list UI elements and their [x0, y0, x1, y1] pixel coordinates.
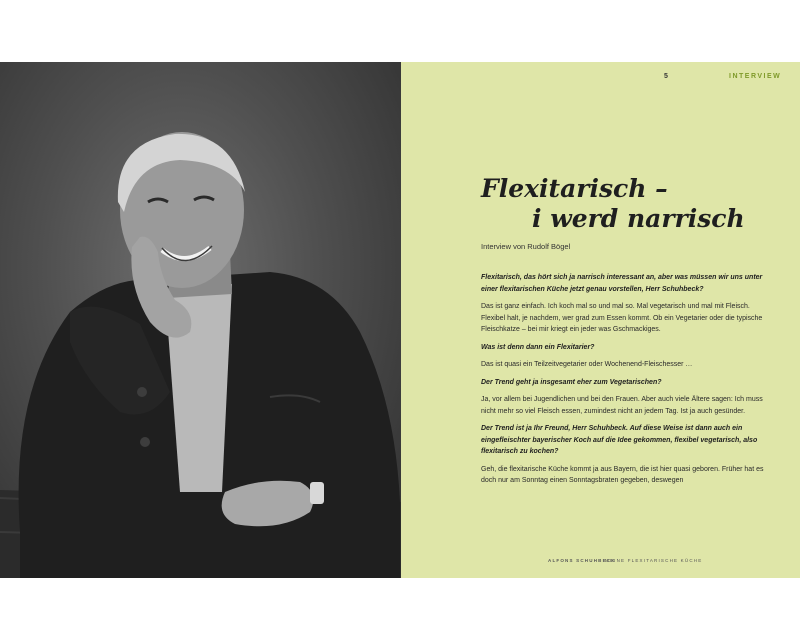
- wristwatch: [310, 482, 324, 504]
- interview-question: Flexitarisch, das hört sich ja narrisch interessant an, aber was müssen wir uns unter einer flexitarischen Küche jetzt genau vorstellen, Herr Schuhbeck?: [481, 274, 763, 293]
- interview-question: Der Trend ist ja Ihr Freund, Herr Schuhbeck. Auf diese Weise ist dann auch ein eingefleischter bayerischer Koch auf die Idee gekommen, flexibel vegetarisch, also flexitarisch zu kochen?: [481, 425, 758, 455]
- interview-answer: Das ist ganz einfach. Ich koch mal so und mal so. Mal vegetarisch und mal mit Fleisch. Flexibel halt, je nachdem, wer grad zum Essen kommt. Ob ein Vegetarier oder die typische Fleischkatze – bei mir kriegt ein jeder was Gschmackiges.: [481, 303, 763, 333]
- article-body: [481, 272, 773, 493]
- interview-question: Der Trend geht ja insgesamt eher zum Vegetarischen?: [481, 378, 662, 386]
- book-spread: [0, 62, 800, 578]
- headline-line-1: Flexitarisch –: [481, 174, 668, 203]
- interview-answer: Ja, vor allem bei Jugendlichen und bei den Frauen. Aber auch viele Ältere sagen: Ich muss nicht mehr so viel Fleisch essen, zumindest nicht an jedem Tag. Ist ja auch gesünder.: [481, 396, 763, 415]
- headline-line-2: i werd narrisch: [532, 204, 745, 233]
- portrait-illustration: [0, 62, 401, 578]
- portrait-photo: [0, 62, 401, 578]
- footer-book-title: MEINE FLEXITARISCHE KÜCHE: [605, 558, 703, 563]
- interview-answer: Geh, die flexitarische Küche kommt ja aus Bayern, die ist hier quasi geboren. Früher hat es doch nur am Sonntag einen Sonntagsbraten gegeben, deswegen: [481, 465, 764, 484]
- running-head: [401, 73, 800, 85]
- interview-question: Was ist denn dann ein Flexitarier?: [481, 343, 595, 351]
- jacket-button: [140, 437, 150, 447]
- interview-answer: Das ist quasi ein Teilzeitvegetarier oder Wochenend-Fleischesser …: [481, 361, 693, 368]
- footer-author: ALFONS SCHUHBECK: [548, 558, 616, 563]
- article-headline: [481, 174, 781, 234]
- byline: Interview von Rudolf Bögel: [481, 242, 571, 251]
- section-label: INTERVIEW: [729, 73, 782, 80]
- page-number: 5: [664, 73, 670, 80]
- jacket-button: [137, 387, 147, 397]
- interview-page: [401, 62, 800, 578]
